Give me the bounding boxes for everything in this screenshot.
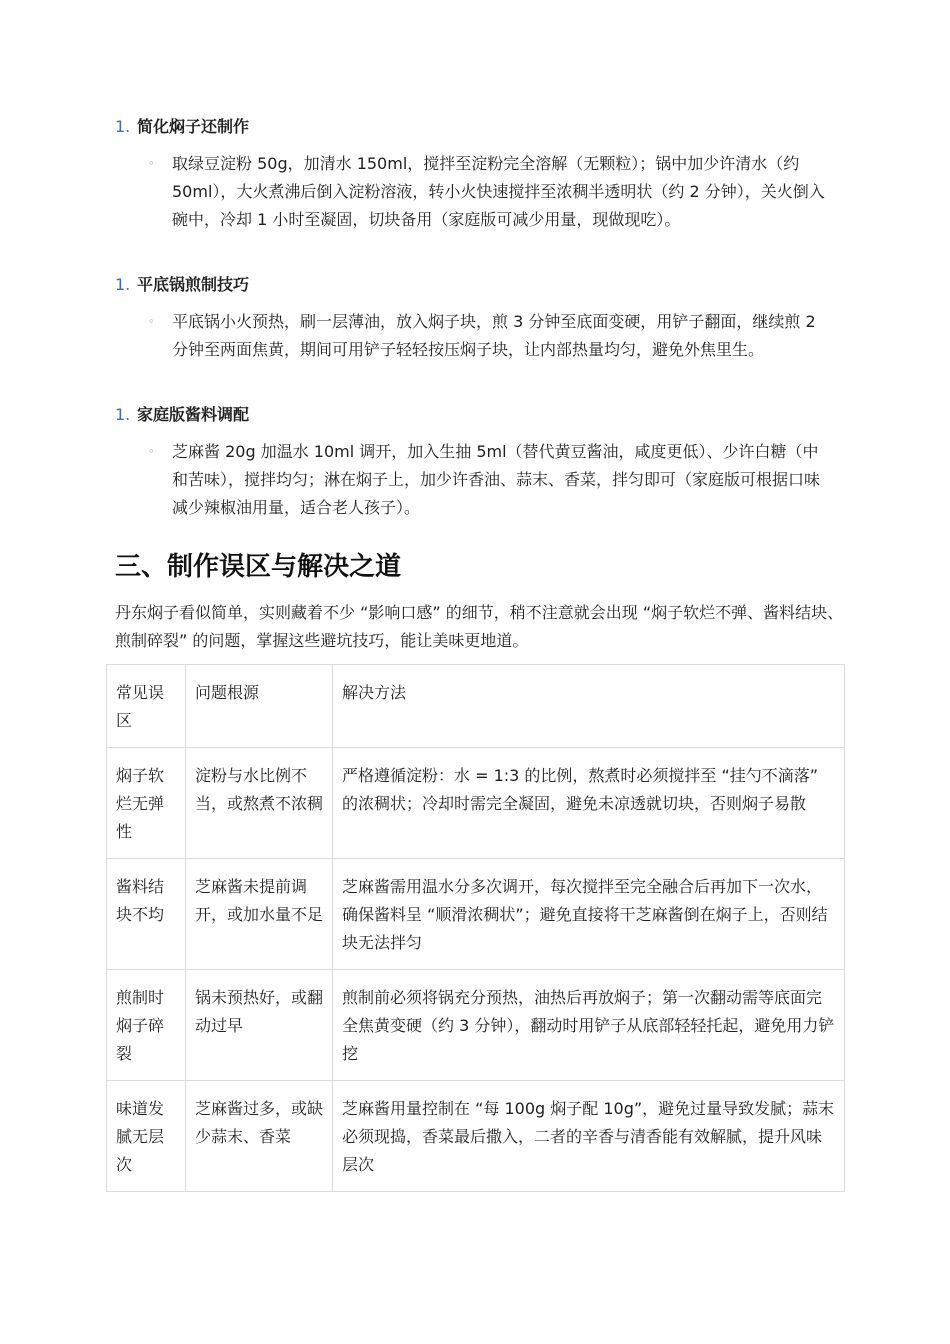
table-cell-cause: 芝麻酱过多，或缺少蒜末、香菜 (186, 1081, 333, 1192)
bullet-circle-icon: ◦ (148, 157, 155, 170)
step-item (115, 402, 855, 522)
step-item (115, 272, 855, 364)
step-number: 1. (115, 117, 131, 136)
table-header-cell: 常见误区 (107, 665, 186, 748)
table-header-cell: 解决方法 (333, 665, 845, 748)
table-header-cell: 问题根源 (186, 665, 333, 748)
step-number: 1. (115, 405, 131, 424)
step-detail-row (115, 308, 855, 364)
step-title-row (115, 272, 855, 298)
table-cell-cause: 芝麻酱未提前调开，或加水量不足 (186, 859, 333, 970)
step-detail: 平底锅小火预热，刷一层薄油，放入焖子块，煎 3 分钟至底面变硬，用铲子翻面，继续煎 2 分钟至两面焦黄，期间可用铲子轻轻按压焖子块，让内部热量均匀，避免外焦里生。 (172, 312, 816, 359)
table-row (107, 1081, 845, 1192)
table-cell-mistake: 煎制时焖子碎裂 (107, 970, 186, 1081)
step-title-row (115, 402, 855, 428)
table-row (107, 748, 845, 859)
table-cell-cause: 锅未预热好，或翻动过早 (186, 970, 333, 1081)
table-row (107, 970, 845, 1081)
table-row (107, 859, 845, 970)
mistakes-table (106, 664, 845, 1192)
table-cell-solution: 煎制前必须将锅充分预热，油热后再放焖子；第一次翻动需等底面完全焦黄变硬（约 3 分钟），翻动时用铲子从底部轻轻托起，避免用力铲挖 (333, 970, 845, 1081)
table-header-row (107, 665, 845, 748)
step-title-row (115, 114, 855, 140)
section-heading: 三、制作误区与解决之道 (115, 552, 402, 582)
step-detail-row (115, 438, 855, 522)
step-detail-row (115, 150, 855, 234)
table-cell-mistake: 焖子软烂无弹性 (107, 748, 186, 859)
bullet-circle-icon: ◦ (148, 445, 155, 458)
step-title: 家庭版酱料调配 (137, 405, 250, 424)
step-title: 简化焖子还制作 (137, 117, 250, 136)
table-cell-solution: 芝麻酱需用温水分多次调开，每次搅拌至完全融合后再加下一次水，确保酱料呈 “顺滑浓稠状”；避免直接将干芝麻酱倒在焖子上，否则结块无法拌匀 (333, 859, 845, 970)
step-item (115, 114, 855, 234)
table-cell-cause: 淀粉与水比例不当，或熬煮不浓稠 (186, 748, 333, 859)
step-detail: 芝麻酱 20g 加温水 10ml 调开，加入生抽 5ml（替代黄豆酱油，咸度更低）、少许白糖（中和苦味），搅拌均匀；淋在焖子上，加少许香油、蒜末、香菜，拌匀即可（家庭版可根据口味减少辣椒油用量，适合老人孩子）。 (172, 442, 821, 517)
step-number: 1. (115, 275, 131, 294)
step-title: 平底锅煎制技巧 (137, 275, 250, 294)
step-detail: 取绿豆淀粉 50g，加清水 150ml，搅拌至淀粉完全溶解（无颗粒）；锅中加少许清水（约 50ml），大火煮沸后倒入淀粉溶液，转小火快速搅拌至浓稠半透明状（约 2 分钟），关火倒入碗中，冷却 1 小时至凝固，切块备用（家庭版可减少用量，现做现吃）。 (172, 154, 825, 229)
bullet-circle-icon: ◦ (148, 315, 155, 328)
table-cell-solution: 严格遵循淀粉：水 = 1:3 的比例，熬煮时必须搅拌至 “挂勺不滴落” 的浓稠状；冷却时需完全凝固，避免未凉透就切块，否则焖子易散 (333, 748, 845, 859)
table-cell-mistake: 味道发腻无层次 (107, 1081, 186, 1192)
section-intro: 丹东焖子看似简单，实则藏着不少 “影响口感” 的细节，稍不注意就会出现 “焖子软烂不弹、酱料结块、煎制碎裂” 的问题，掌握这些避坑技巧，能让美味更地道。 (115, 603, 844, 650)
table-cell-mistake: 酱料结块不均 (107, 859, 186, 970)
table-cell-solution: 芝麻酱用量控制在 “每 100g 焖子配 10g”，避免过量导致发腻；蒜末必须现捣，香菜最后撒入，二者的辛香与清香能有效解腻，提升风味层次 (333, 1081, 845, 1192)
